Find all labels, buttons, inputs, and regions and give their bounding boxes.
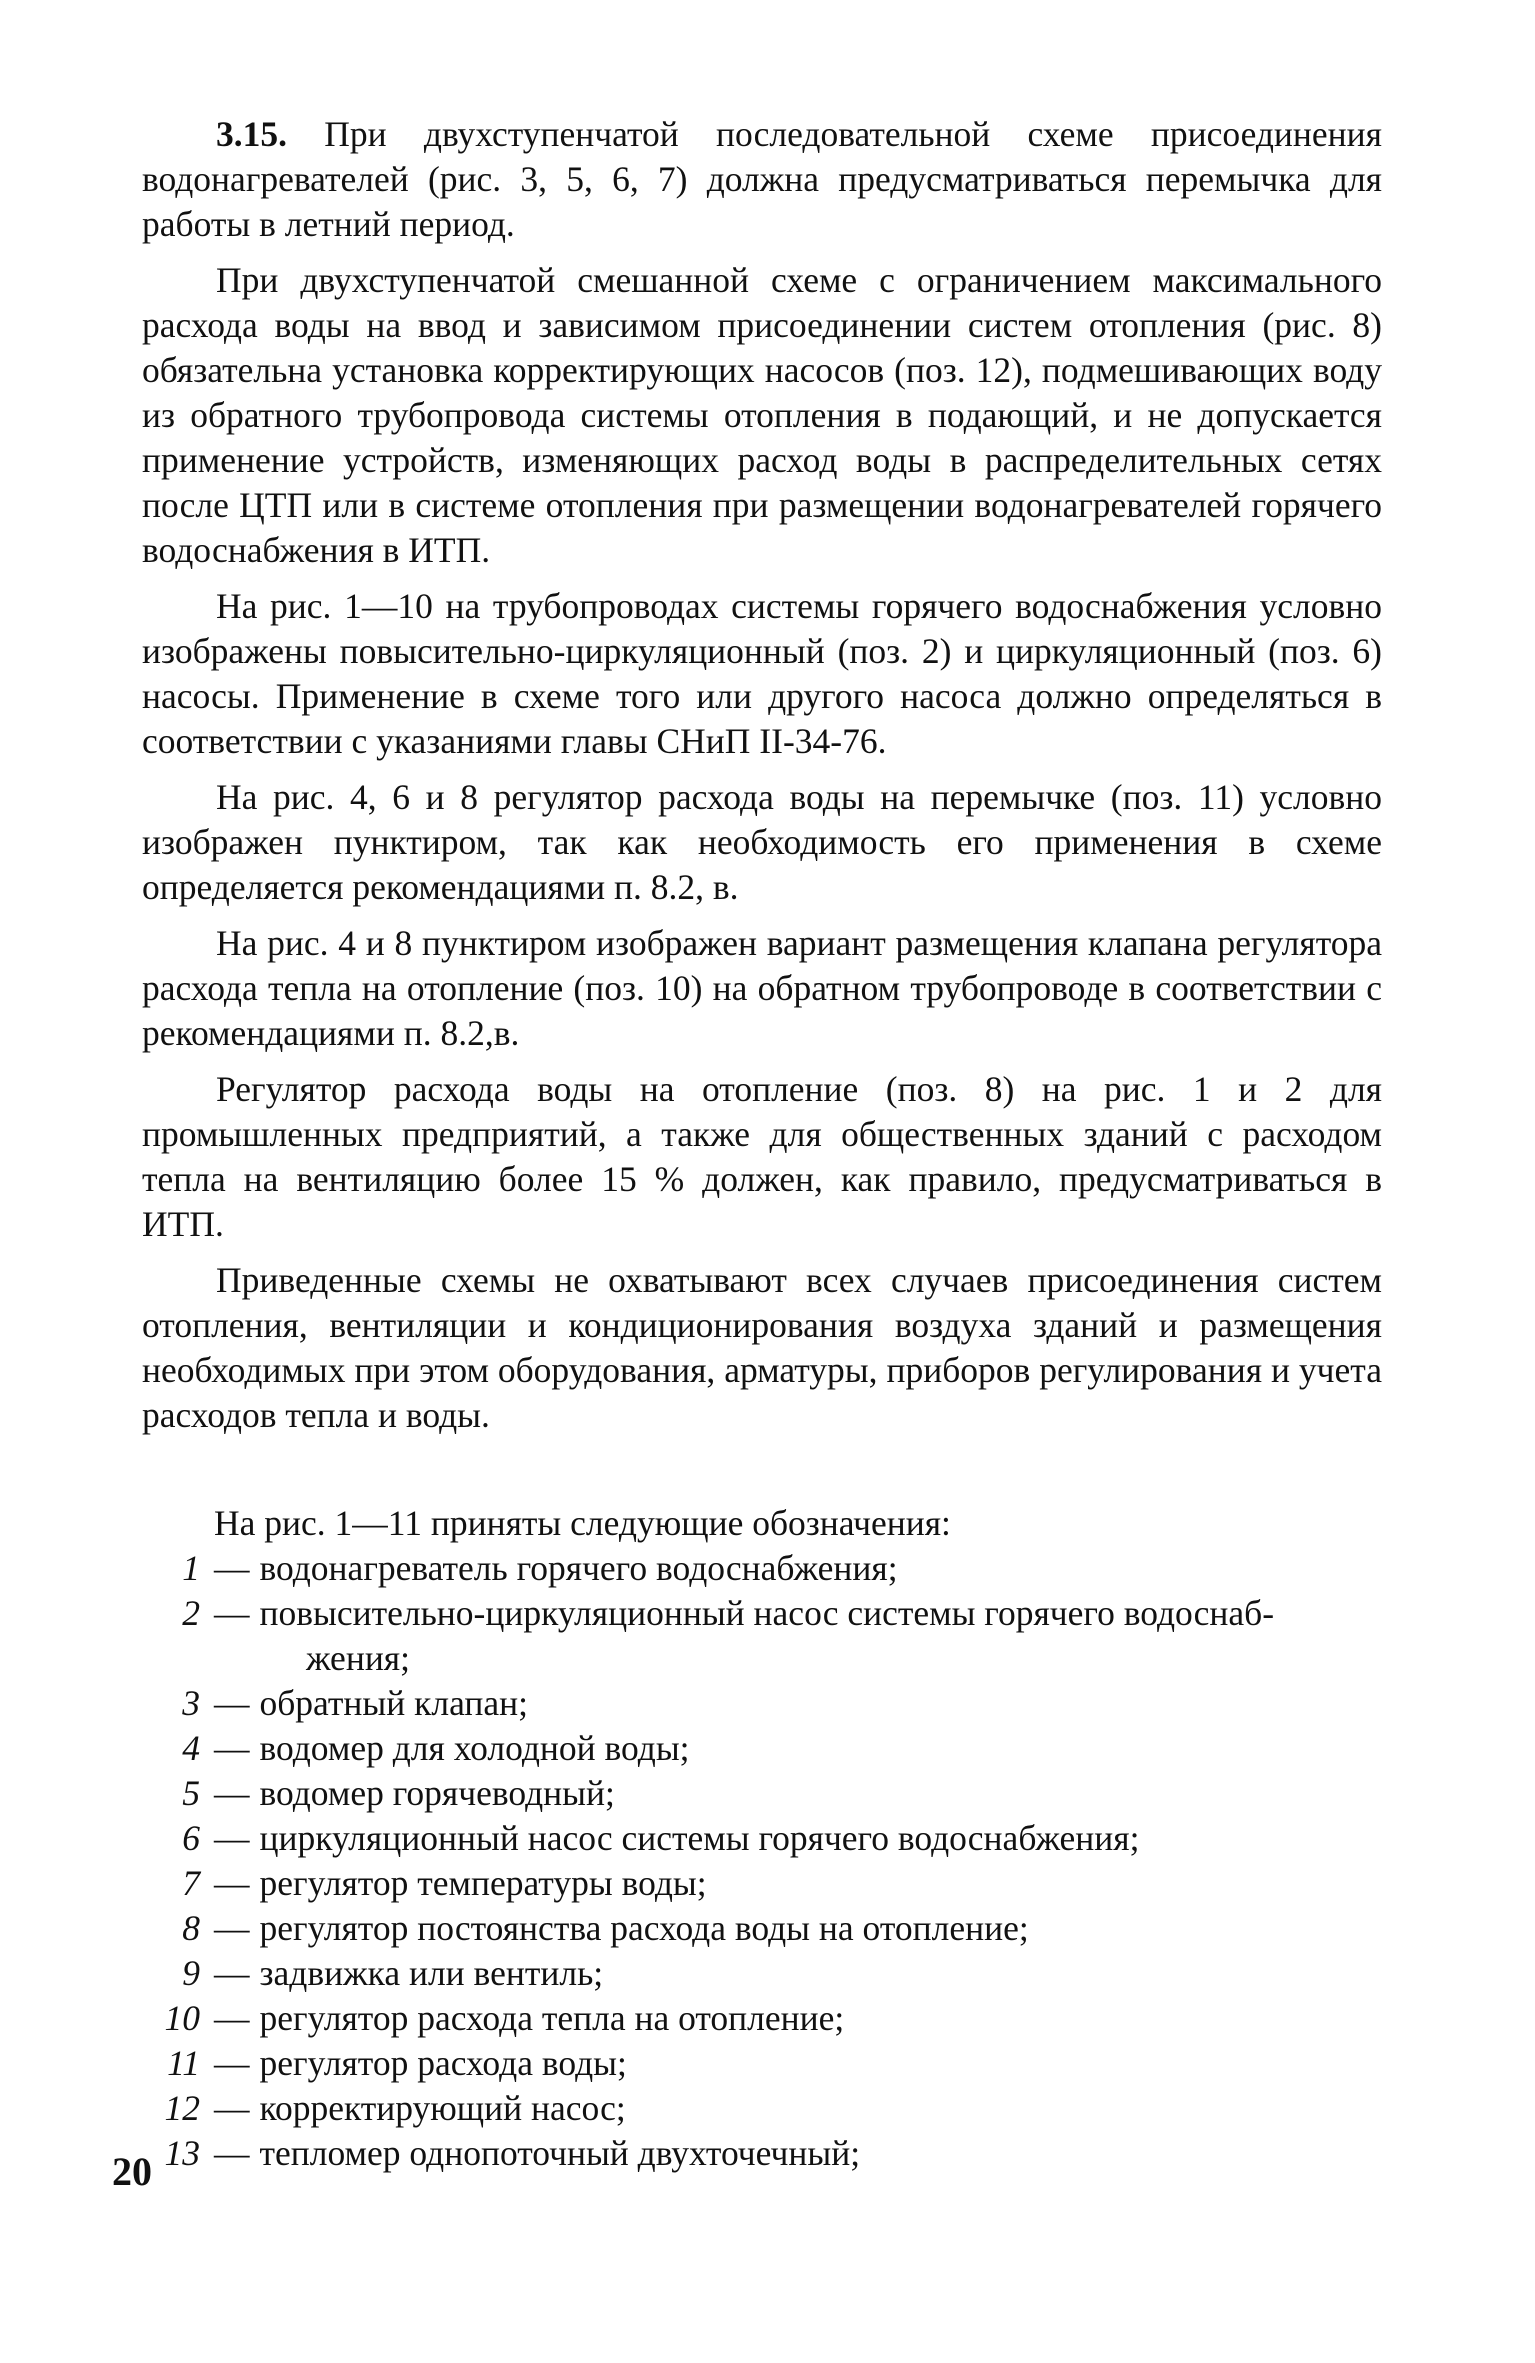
paragraph-text: При двухступенчатой последовательной схеме присоединения водонагревателей (рис. 3, 5, 6, 7) должна предусматриваться перемычка для работы в летний период.: [142, 114, 1382, 244]
legend-text: [200, 1591, 1382, 1681]
legend-label: корректирующий насос;: [259, 2088, 626, 2128]
list-item: [142, 1591, 1382, 1681]
legend-label-continuation: жения;: [306, 1638, 411, 1678]
legend-label: регулятор расхода тепла на отопление;: [259, 1998, 845, 2038]
legend-number: 5: [182, 1773, 200, 1813]
legend-dash: —: [214, 2133, 250, 2173]
page-number: 20: [112, 2149, 152, 2194]
legend-number: 1: [182, 1548, 200, 1588]
legend-label: циркуляционный насос системы горячего водоснабжения;: [259, 1818, 1140, 1858]
legend-label: тепломер однопоточный двухточечный;: [259, 2133, 861, 2173]
legend-dash: —: [214, 1683, 250, 1723]
legend-number: 8: [182, 1908, 200, 1948]
legend-number: 3: [182, 1683, 200, 1723]
legend-label: регулятор температуры воды;: [259, 1863, 707, 1903]
legend-number: 12: [164, 2088, 200, 2128]
paragraph-3: На рис. 1—10 на трубопроводах системы горячего водоснабжения условно изображены повысительно-циркуляционный (поз. 2) и циркуляционный (поз. 6) насосы. Применение в схеме того или другого насоса должно определяться в соответствии с указаниями главы СНиП II-34-76.: [142, 586, 1382, 761]
legend-text: [200, 1771, 1382, 1816]
legend-dash: —: [214, 1593, 250, 1633]
legend-number: 9: [182, 1953, 200, 1993]
legend-text: [200, 2131, 1382, 2176]
list-item: [142, 1951, 1382, 1996]
legend-label: повысительно-циркуляционный насос системы горячего водоснаб-: [259, 1593, 1275, 1633]
list-item: [142, 1996, 1382, 2041]
legend-number: 10: [164, 1998, 200, 2038]
legend-text: [200, 1996, 1382, 2041]
list-item: [142, 1546, 1382, 1591]
legend-dash: —: [214, 2088, 250, 2128]
legend-text: [200, 1816, 1382, 1861]
legend-number: 4: [182, 1728, 200, 1768]
list-item: [142, 1816, 1382, 1861]
legend-number: 6: [182, 1818, 200, 1858]
list-item: [142, 2041, 1382, 2086]
list-item: [142, 1726, 1382, 1771]
paragraph-2: При двухступенчатой смешанной схеме с ограничением максимального расхода воды на ввод и зависимом присоединении систем отопления (рис. 8) обязательна установка корректирующих насосов (поз. 12), подмешивающих воду из обратного трубопровода системы отопления в подающий, и не допускается применение устройств, изменяющих расход воды в распределительных сетях после ЦТП или в системе отопления при размещении водонагревателей горячего водоснабжения в ИТП.: [142, 260, 1382, 570]
legend-label: водомер горячеводный;: [259, 1773, 615, 1813]
legend-dash: —: [214, 1818, 250, 1858]
list-item: [142, 2086, 1382, 2131]
legend-label: водонагреватель горячего водоснабжения;: [259, 1548, 898, 1588]
legend-label: регулятор расхода воды;: [259, 2043, 627, 2083]
legend-label: обратный клапан;: [259, 1683, 529, 1723]
legend-number: 13: [164, 2133, 200, 2173]
legend-dash: —: [214, 1773, 250, 1813]
legend-label: регулятор постоянства расхода воды на отопление;: [259, 1908, 1029, 1948]
legend-text: [200, 2041, 1382, 2086]
list-item: [142, 1681, 1382, 1726]
paragraph-5: На рис. 4 и 8 пунктиром изображен вариант размещения клапана регулятора расхода тепла на отопление (поз. 10) на обратном трубопроводе в соответствии с рекомендациями п. 8.2,в.: [142, 923, 1382, 1053]
legend-dash: —: [214, 1998, 250, 2038]
list-item: [142, 2131, 1382, 2176]
legend-dash: —: [214, 1908, 250, 1948]
paragraph-4: На рис. 4, 6 и 8 регулятор расхода воды на перемычке (поз. 11) условно изображен пунктиром, так как необходимость его применения в схеме определяется рекомендациями п. 8.2, в.: [142, 777, 1382, 907]
legend-text: [200, 1861, 1382, 1906]
legend-text: [200, 1906, 1382, 1951]
paragraph-6: Регулятор расхода воды на отопление (поз. 8) на рис. 1 и 2 для промышленных предприятий, а также для общественных зданий с расходом тепла на вентиляцию более 15 % должен, как правило, предусматриваться в ИТП.: [142, 1069, 1382, 1244]
legend-text: [200, 1726, 1382, 1771]
section-3-15: [142, 112, 1382, 1449]
section-number: 3.15.: [216, 114, 287, 154]
legend-dash: —: [214, 1953, 250, 1993]
legend-dash: —: [214, 1548, 250, 1588]
paragraph-7: Приведенные схемы не охватывают всех случаев присоединения систем отопления, вентиляции и кондиционирования воздуха зданий и размещения необходимых при этом оборудования, арматуры, приборов регулирования и учета расходов тепла и воды.: [142, 1260, 1382, 1435]
legend-dash: —: [214, 2043, 250, 2083]
legend-text: [200, 2086, 1382, 2131]
paragraph-1: [142, 112, 1382, 247]
legend-number: 7: [182, 1863, 200, 1903]
legend-text: [200, 1546, 1382, 1591]
list-item: [142, 1906, 1382, 1951]
legend-list: [142, 1501, 1382, 2176]
legend-number: 11: [167, 2043, 200, 2083]
legend-dash: —: [214, 1863, 250, 1903]
legend-text: [200, 1681, 1382, 1726]
list-item: [142, 1771, 1382, 1816]
legend-label: водомер для холодной воды;: [259, 1728, 690, 1768]
legend-text: [200, 1951, 1382, 1996]
legend-number: 2: [182, 1593, 200, 1633]
legend-intro: На рис. 1—11 приняты следующие обозначения:: [214, 1503, 951, 1543]
list-item: [142, 1861, 1382, 1906]
legend-label: задвижка или вентиль;: [259, 1953, 604, 1993]
legend-dash: —: [214, 1728, 250, 1768]
